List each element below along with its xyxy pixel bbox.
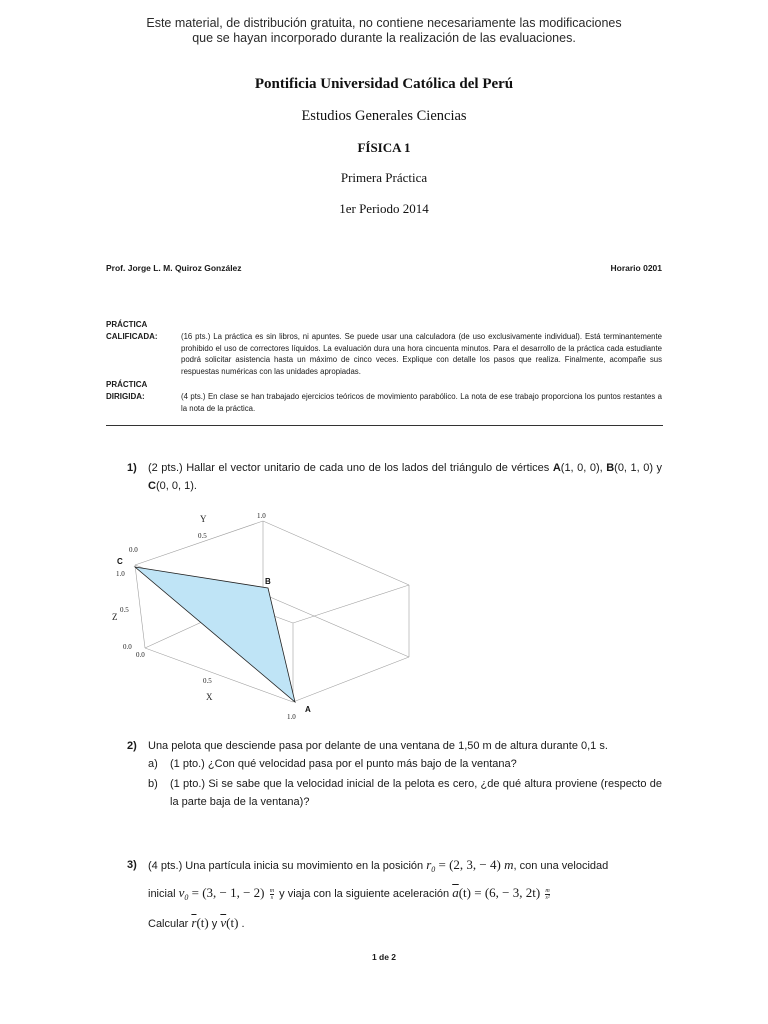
y-tick-1: 1.0: [257, 512, 266, 520]
q3-r0-eq: = (2, 3, − 4): [435, 857, 505, 872]
professor-name: Prof. Jorge L. M. Quiroz González: [106, 263, 242, 273]
q3-text-end: .: [238, 918, 245, 930]
x-tick-05: 0.5: [203, 677, 212, 685]
q3-a-eq: (t) = (6, − 3, 2t): [458, 885, 544, 900]
q3-v0-unit-den: s: [270, 894, 274, 901]
triangle-face: [135, 567, 295, 702]
course-title: FÍSICA 1: [357, 140, 411, 155]
vertex-c-label: C: [117, 557, 123, 566]
q2-b-text: (1 pto.) Si se sabe que la velocidad inicial de la pelota es cero, ¿de qué altura proviene (respecto de la parte baja de la ventana)?: [170, 778, 662, 808]
x-tick-1: 1.0: [287, 713, 296, 721]
practica-dirigida-label-2: DIRIGIDA:: [106, 392, 145, 401]
practica-dirigida-label: [106, 379, 147, 403]
box-edge: [293, 585, 409, 623]
page-number: 1 de 2: [371, 952, 397, 962]
q3-rt-arg: (t): [196, 915, 209, 930]
q3-line-1: [148, 856, 662, 879]
disclaimer: [0, 16, 768, 46]
q2-text: Una pelota que desciende pasa por delante de una ventana de 1,50 m de altura durante 0,1 s.: [148, 740, 608, 752]
c-tick-0: 0.0: [129, 546, 138, 554]
q1-vertex-a: A: [552, 462, 561, 474]
q3-text-c: inicial: [148, 888, 179, 900]
q3-text-y: y: [208, 918, 221, 930]
practica-calificada-text: (16 pts.) La práctica es sin libros, ni apuntes. Se puede usar una calculadora (de uso exclusivamente individual). Está terminantemente prohibido el uso de correctores líquidos. La evaluación dura una hora cincuenta minutos. Para el desarrollo de la práctica cada estudiante podrá solicitar asistencia hasta un máximo de cinco veces. Explique con detalle los pasos que realiza. Finalmente, acompañe sus respuestas numéricas con las unidades apropiadas.: [181, 332, 662, 376]
q1-c-coords: (0, 0, 1).: [155, 480, 197, 492]
q3-vt-arg: (t): [226, 915, 239, 930]
q1-b-coords: (0, 1, 0) y: [614, 462, 662, 474]
x-tick-0: 0.0: [136, 651, 145, 659]
q1-text: [148, 459, 662, 495]
q3-a-unit: [545, 888, 549, 901]
q2-a-text: (1 pto.) ¿Con qué velocidad pasa por el punto más bajo de la ventana?: [170, 758, 517, 770]
period-title: 1er Periodo 2014: [339, 201, 429, 216]
q3-vt-symbol: $\overline{v}$: [220, 915, 227, 930]
schedule-code: Horario 0201: [610, 263, 662, 273]
q3-rt-symbol: $\overline{r}$: [191, 915, 197, 930]
q2-a-label: a): [148, 758, 158, 770]
q1-text-a: (2 pts.) Hallar el vector unitario de cada uno de los lados del triángulo de vértices: [148, 462, 553, 474]
box-edge: [263, 521, 409, 585]
practica-calificada-label: [106, 319, 158, 343]
q3-v0-unit: [270, 888, 274, 901]
faculty-title: Estudios Generales Ciencias: [301, 108, 467, 124]
q1-vertex-b: B: [606, 462, 615, 474]
q3-text-b: , con una velocidad: [513, 860, 609, 872]
z-tick-0: 0.0: [123, 643, 132, 651]
q3-a-symbol: $\overline{a}$: [452, 885, 459, 900]
q3-a-unit-num: m: [545, 887, 550, 894]
q3-number: 3): [127, 859, 137, 871]
y-tick-05: 0.5: [198, 532, 207, 540]
q3-a-unit-den: s²: [545, 894, 550, 901]
practica-dirigida-text: (4 pts.) En clase se han trabajado ejercicios teóricos de movimiento parabólico. La nota de ese trabajo proporciona los puntos restantes a la nota de la práctica.: [181, 392, 662, 413]
q3-r0-sub: 0: [431, 865, 436, 875]
z-axis-label: Z: [112, 612, 118, 622]
q3-r0-symbol: r: [426, 857, 432, 872]
q2-number: 2): [127, 740, 137, 752]
z-tick-05: 0.5: [120, 606, 129, 614]
box-edge: [293, 657, 409, 702]
q1-a-coords: (1, 0, 0),: [560, 462, 603, 474]
exam-title: Primera Práctica: [340, 170, 428, 185]
disclaimer-line-2: que se hayan incorporado durante la realización de las evaluaciones.: [192, 31, 576, 45]
practica-calificada-label-1: PRÁCTICA: [106, 320, 148, 329]
practica-dirigida-label-1: PRÁCTICA: [106, 380, 148, 389]
box-edge: [135, 521, 263, 565]
y-axis-label: Y: [200, 514, 207, 524]
vertex-a-label: A: [305, 705, 311, 714]
q1-vertex-c: C: [148, 480, 156, 492]
z-tick-1: 1.0: [116, 570, 125, 578]
disclaimer-line-1: Este material, de distribución gratuita, no contiene necesariamente las modificaciones: [146, 16, 622, 30]
q3-line-2: [148, 884, 662, 907]
vertex-b-label: B: [265, 577, 271, 586]
q3-text-d: y viaja con la siguiente aceleración: [276, 888, 453, 900]
q3-v0-unit-num: m: [269, 887, 275, 894]
box-edge: [135, 565, 145, 648]
q3-v0-symbol: v: [178, 885, 185, 900]
q2-b-label: b): [148, 778, 158, 790]
q3-line-3: [148, 914, 662, 933]
box-edge: [263, 594, 409, 657]
q3-r0-unit: m: [504, 857, 514, 872]
x-axis-label: X: [206, 692, 213, 702]
q1-number: 1): [127, 462, 137, 474]
q3-v0-eq: = (3, − 1, − 2): [188, 885, 268, 900]
q3-text-a: (4 pts.) Una partícula inicia su movimiento en la posición: [148, 860, 427, 872]
q3-v0-sub: 0: [184, 893, 189, 903]
q3-text-e: Calcular: [148, 918, 192, 930]
university-title: Pontificia Universidad Católica del Perú: [254, 76, 514, 92]
practica-calificada-label-2: CALIFICADA:: [106, 332, 158, 341]
triangle-figure: [100, 505, 440, 730]
divider: [106, 425, 663, 426]
